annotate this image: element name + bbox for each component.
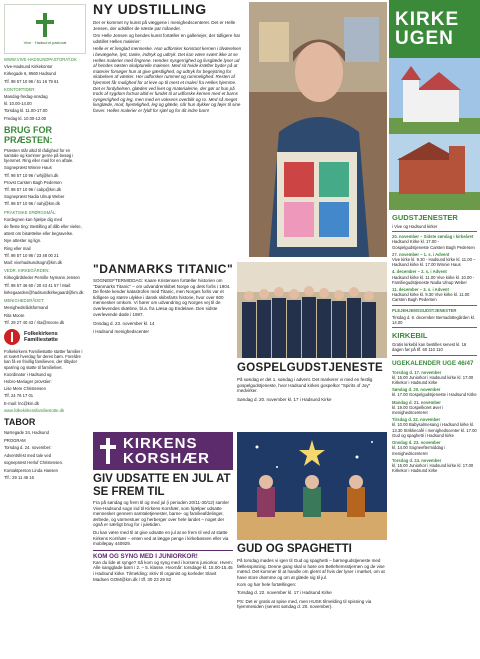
office-hours-line: Fredag kl. 10.00-12.00	[4, 115, 47, 121]
practical-line: de fleste ting: Bestilling af dåb eller vielse,	[4, 224, 82, 230]
website-link[interactable]: WWW.VIVE-HADSUNDPASTORAT.DK	[4, 57, 77, 62]
calendar-date: Tirsdag d. 22. november	[392, 417, 441, 423]
familiestotte-logo	[4, 329, 86, 345]
nativity-illustration	[237, 432, 387, 540]
office-phone: Tlf. 98 57 10 96 / 51 16 79 61	[4, 78, 59, 84]
brug-block	[4, 148, 86, 207]
council-line: Rita Moore	[4, 312, 25, 318]
cross-icon	[33, 13, 57, 37]
familiestotte-link[interactable]: www.folkekirkensfamiliestotte.dk	[4, 407, 65, 413]
familiestotte-line: Lise Mere Christensen	[4, 386, 46, 392]
practical-line: attest om bisættelse eller begravelse.	[4, 231, 74, 237]
calendar-detail: kl. 10.00 Babysalmesang i Hadsund kirke kl. 13.30 Strikkecafé i menighedscenter kl. 17.00 Gud og spaghetti i Hadsund kirke	[392, 422, 477, 438]
gospel-text: På søndag er det 1. søndag i advent. Det markerer vi med en festlig gospelgudstjeneste, hvor Hadsund kirkes gospelkor "Spirits of Joy" medvirker.	[237, 377, 373, 394]
council-line: Menighedsrådsformand	[4, 305, 48, 311]
calendar-date: Torsdag d. 17. november	[392, 369, 442, 375]
kirke-ugen-banner	[389, 0, 480, 58]
titanic-body	[93, 278, 231, 336]
council-block	[4, 298, 86, 325]
korshaer-cross-icon	[98, 438, 118, 464]
calendar-entry	[392, 370, 477, 386]
council-line: Tlf. 29 27 40 43 / rita@moore.dk	[4, 319, 65, 325]
priest-line: Sognepræst Nadia Ulnup Weber	[4, 194, 65, 200]
familiestotte-block	[4, 349, 86, 413]
calendar-detail: kl. 15.00 Juniorkor i Hadsund kirke kl. 17.00 Kirkekor i Hadsund kirke	[392, 374, 474, 386]
gospel-when: Søndag d. 20. november kl. 17 i Hadsund Kirke	[237, 396, 332, 402]
calendar-date: Mandag d. 21. november	[392, 399, 441, 405]
week-calendar-title: UGEKALENDER UGE 46/47	[392, 359, 474, 367]
tabor-line: PROGRAM	[4, 438, 26, 444]
junior-choir-text: Kan du lide at synge? Så kom og syng med i korsens juniorkor. Hvem: Alle sangglade børn i 2. – 5. klasse. Hvornår: torsdage kl. 15.00-15.45 i Hadsund kirke. Tilmelding: skriv til organist og korleder Slavit Madsen GOM@km.dk / tlf. 30 23 29 82	[93, 559, 233, 582]
priest-line: Tlf. 98 57 10 96 / cabp@km.dk	[4, 187, 62, 193]
office-hours	[4, 87, 86, 121]
practical-line: Nye attester og lign.	[4, 238, 42, 244]
spaghetti-text: På torsdag mødes vi igen til Gud og spaghetti – børnegudstjeneste med fællesspisning. Denne gang skal vi høre om Betlehemsstjernen og de vise mænd. Det kommer til at handle om glemt af hvis der lyser i mørket, om at have store drømme og om at glæde sig til jul.	[237, 558, 385, 580]
familiestotte-line: Hobro-Mariager provstier:	[4, 378, 52, 384]
service-entry	[392, 287, 477, 303]
spaghetti-ps: PS: Det er gratis at spise med, men HUSK tilmelding til spisning via hjemmesiden (senest søndag d. 20. november).	[237, 598, 372, 610]
cemetery-line: Tlf. 98 57 46 60 / 20 43 41 57 / Mail:	[4, 282, 72, 288]
tabor-block	[4, 430, 86, 480]
cemetery-line: Kirkegårdsleder Pernille Nymann Jensen	[4, 275, 80, 281]
office-hours-line: kl. 10.00-14.00	[4, 101, 32, 107]
exhibition-section	[93, 2, 387, 260]
cemetery-line: kirkegaarden@hadsundkirkegaard@km.dk	[4, 289, 84, 295]
tabor-title: TABOR	[4, 416, 36, 427]
parish-logo	[4, 4, 86, 54]
contact-block	[4, 57, 86, 84]
office-address: Kirkegade 6, 9560 Hadsund	[4, 71, 56, 77]
gospel-body	[237, 377, 387, 404]
office-hours-line: Mandag-fredag-onsdag	[4, 94, 48, 100]
tabor-line: Tlf.: 29 11 46 16	[4, 475, 34, 481]
calendar-detail: kl. 19.00 Gospelkoret øver i menighedscenteret	[392, 404, 444, 416]
practical-line: Ring eller mail	[4, 245, 31, 251]
priest-line: Provst Carsten Bagh Pedersen	[4, 179, 62, 185]
right-column	[389, 0, 480, 659]
give-body	[93, 500, 233, 547]
give-text2: Du kan være med til at give udsatte en jul at se frem til ved at støtte Kirkens Korshær – enten ved at lægge penge i kirkebøssen eller via mobilepay 440929.	[93, 529, 229, 547]
office-hours-title: KONTORTIDER:	[4, 86, 36, 92]
divider	[392, 305, 477, 306]
exhibition-quote: Helle er et livsglad menneske. Hun udforsker konstant kernen i tilværelsen i bevægelse, lyst, tanke, indtryk og udtryk. Det kan være svært ikke at se Helles malerier med fingrene. Hendes nysgerrighed og livsglæde lyser ud af hendes nøsten skulpturelle malerier. Med sit hvide kræfter byder på at materier forsøger hun at give gæstlighed, og udtryk for begejstring for skabelsen af værker. Her udforsker rummet og rummelighed. Resten af hjemmet får mulighed for at leve op til mest et maleri fra Helles hjemme. Det er fordybelsen, glæden ved livet og materialerne, der gør at hun på trods af sygdom fortsat altid er fundet til at udforske kernen med et barns nysgerrighed og leg, men med en voksens overblik og ro. Med så meget livsglæde, mod, hjertelighed, leg og glæde, når hun dykker og føjer til sine farver. Helles malerier er fyldt for sjæl og for dit indre barn!	[93, 46, 242, 113]
practical-line: Kordegnen kan hjælpe dig med	[4, 216, 63, 222]
korshaer-banner	[93, 432, 233, 470]
exhibition-body	[93, 20, 243, 116]
spaghetti-title: GUD OG SPAGHETTI	[237, 543, 352, 555]
exhibition-title: NY UDSTILLING	[93, 1, 207, 17]
service-date: 20. november – Sidste søndag i kirkeåret	[392, 234, 474, 240]
gospel-title: GOSPELGUDSTJENESTE	[237, 362, 383, 374]
calendar-date: Søndag d. 20. november	[392, 387, 441, 393]
korshaer-line2: KORSHÆR	[123, 450, 211, 467]
familiestotte-text: Folkekirkens Familiestøtte støtter familier i et svært hverdag for deres børn. Foreldre kan få en frivillig familieven, der tilbyder sparring og støtte til familielivet.	[4, 348, 83, 370]
brug-title: BRUG FOR PRÆSTEN:	[4, 124, 53, 145]
calendar-entry	[392, 458, 477, 474]
priest-line: Tlf. 98 57 10 96 / whj@km.dk	[4, 172, 59, 178]
priest-line: Tlf. 98 57 10 96 / nahj@km.dk	[4, 201, 60, 207]
calendar-entry	[392, 400, 477, 416]
service-date: 11. december – 3. s. i Advent	[392, 287, 449, 293]
office-hours-line: Torsdag kl. 11.00-17.00	[4, 108, 48, 114]
practical-line: Tlf. 98 57 10 96 / 23 48 00 21	[4, 252, 59, 258]
cemetery-title: VEDR. KIRKEGÅRDEN:	[4, 268, 50, 274]
office-name: Vive-Hadsund Kirkekontor	[4, 64, 53, 70]
calendar-date: Torsdag d. 24. november	[392, 457, 442, 463]
korshaer-line1: KIRKENS	[123, 435, 198, 452]
spaghetti-when: Torsdag d. 22. november kl. 17 i Hadsund Kirke	[237, 589, 332, 595]
calendar-date: Onsdag d. 23. november	[392, 440, 441, 446]
familiestotte-name: Folkekirkens Familiestøtte	[24, 330, 58, 343]
left-column	[0, 0, 90, 659]
middle-column	[93, 0, 387, 659]
service-date: 27. november – 1. s. i Advent	[392, 251, 450, 257]
banner-line1: KIRKE	[395, 9, 460, 30]
spaghetti-body	[237, 558, 387, 612]
tabor-line: Nørregade 34, Hadsund	[4, 429, 49, 435]
banner-line2: UGEN	[395, 28, 454, 49]
brug-text: Præsten står altid til rådighed for en samtale og kommer gerne på besøg i hjemmet. Ring eller mail for en aftale.	[4, 147, 74, 164]
titanic-where: i Hadsund menighedscenter	[93, 328, 150, 334]
give-title: GIV UDSATTE EN JUL AT SE FREM TIL	[93, 473, 231, 498]
church-photos	[389, 58, 480, 210]
priest-line: Sognepræst Winnie Haus	[4, 165, 52, 171]
artist-photo	[249, 2, 387, 257]
church-car-text: Gratis kirkebil kan bestilles senest kl. 16 dagen før på tlf. 60 110 110	[392, 342, 467, 353]
church-car-title: KIRKEBIL	[392, 331, 428, 341]
choir-photo	[237, 262, 387, 358]
tabor-line: sognepræst Herluf Christensen.	[4, 459, 64, 465]
service-detail: Hadsund kirke kl. 9.30 Vive kirke kl. 11.00 Carsten Bagh Pedersen	[392, 292, 470, 303]
titanic-text: SOGNEEFTERMIDDAG: Kaare Kristensen fortæller historien om "Danmarks Titanic" – om udvandrerskibet Norge og dets forlis i 1904. De fleste kender katastrofen med Titanic, men Norges forlis var et tidligere og større ulykke i dansk skibsfarts historie, hvor over 600 mennesker omkom. Vi hører om udvandring og Norges vej til de overlevendes skæbne, bl.a. fra Læsø og Endelave. Den sidste overlevende døde i 1987.	[93, 278, 231, 317]
service-entry	[392, 252, 477, 268]
gospel-section	[237, 262, 387, 432]
familiestotte-line: E-mail: lnc@km.dk	[4, 400, 39, 406]
service-detail: Hadsund Kirke kl. 17.00 - Gospelgudstjeneste Carsten Bagh Pedersen	[392, 239, 475, 250]
cemetery-block	[4, 268, 86, 295]
divider	[392, 355, 477, 356]
junior-choir-body	[93, 560, 233, 582]
services-subtitle: i Vive og Hadsund kirker	[392, 224, 438, 229]
service-date: 4. december – 2. s. i Advent	[392, 269, 447, 275]
familiestotte-line: Tlf. 24 76 17 01	[4, 393, 34, 399]
practical-title: PRAKTISKE SPØRGSMÅL:	[4, 209, 57, 215]
spaghetti-section	[237, 432, 387, 657]
service-entry	[392, 269, 477, 285]
divider	[392, 231, 477, 232]
calendar-entry	[392, 387, 477, 397]
exhibition-intro: Der er kommet ny kunst på væggene i menighedscenteret. Det er Helle Jensen, der udstiller de næste par måneder.	[93, 20, 236, 31]
give-text: Fra på søndag og frem til og med jul (i perioden 20/11-30/12) samler Vive-Hadsund sogn ind til Kirkens Korshær, som hjælper udsatte mennesker gennem samtaletjenester, barne- og familieafdelinger, ærbede, og varmestuer og herberger over hele landet – noget der også er særligt brug for i juletiden.	[93, 500, 229, 528]
titanic-when: Onsdag d. 23. november kl. 14	[93, 321, 155, 327]
service-detail: Hadsund kirke kl. 11.00 Vive kirke kl. 10.00 - Familiegudstjeneste Nadia Ulnup Weber	[392, 274, 475, 285]
divider	[392, 327, 477, 328]
familiestotte-icon	[4, 329, 20, 345]
korshaer-section	[93, 432, 233, 657]
spaghetti-text2: Kom og hør hele fortællingen:	[237, 582, 297, 588]
familiestotte-line: Koordinator i Hadsund og	[4, 371, 52, 377]
services-title: GUDSTJENESTER	[392, 213, 458, 222]
junior-choir-title: KOM OG SYNG MED I JUNIORKOR!	[93, 550, 233, 560]
calendar-entry	[392, 440, 477, 456]
calendar-entry	[392, 417, 477, 438]
tabor-line: Kontaktperson Linda Hansen	[4, 467, 59, 473]
logo-caption: Vive · Hadsund pastorat	[23, 39, 67, 45]
tabor-line: Torsdag d. 24. november:	[4, 445, 52, 451]
exhibition-paragraph: Om Helle Jensen og hendes kunst fortæller en galleriejer, der tidligere har udstillet Helles malerier:	[93, 33, 241, 44]
nursing-home-text: Tirsdag d. 6. december Bernadottegården kl. 14.00	[392, 314, 475, 326]
practical-line: Mail: vivehadsundsogn@km.dk	[4, 260, 63, 266]
tabor-line: Adventsfest med tale ved	[4, 452, 52, 458]
service-entry	[392, 234, 477, 250]
council-title: MENIGHEDSRÅDET:	[4, 298, 45, 304]
nursing-home-title: PLEJEHJEMSGUDSTJENESTER	[392, 307, 457, 313]
practical-block	[4, 210, 86, 266]
calendar-detail: kl. 17.00 Gospelgudstjeneste i Hadsund Kirke	[392, 392, 477, 398]
calendar-detail: kl. 14.00 Sogneeftermiddag i menighedscenteret	[392, 445, 446, 456]
service-detail: Vive kirke kl. 9.30 - Hadsund kirke kl. 11.00 – Hadsund kirke kl. 17.00 Winnie Haus	[392, 257, 476, 268]
calendar-detail: kl. 15.00 Juniorkor i Hadsund kirke kl. 17.00 Kirkekor i Hadsund kirke	[392, 462, 474, 474]
titanic-title: "DANMARKS TITANIC"	[93, 262, 234, 276]
